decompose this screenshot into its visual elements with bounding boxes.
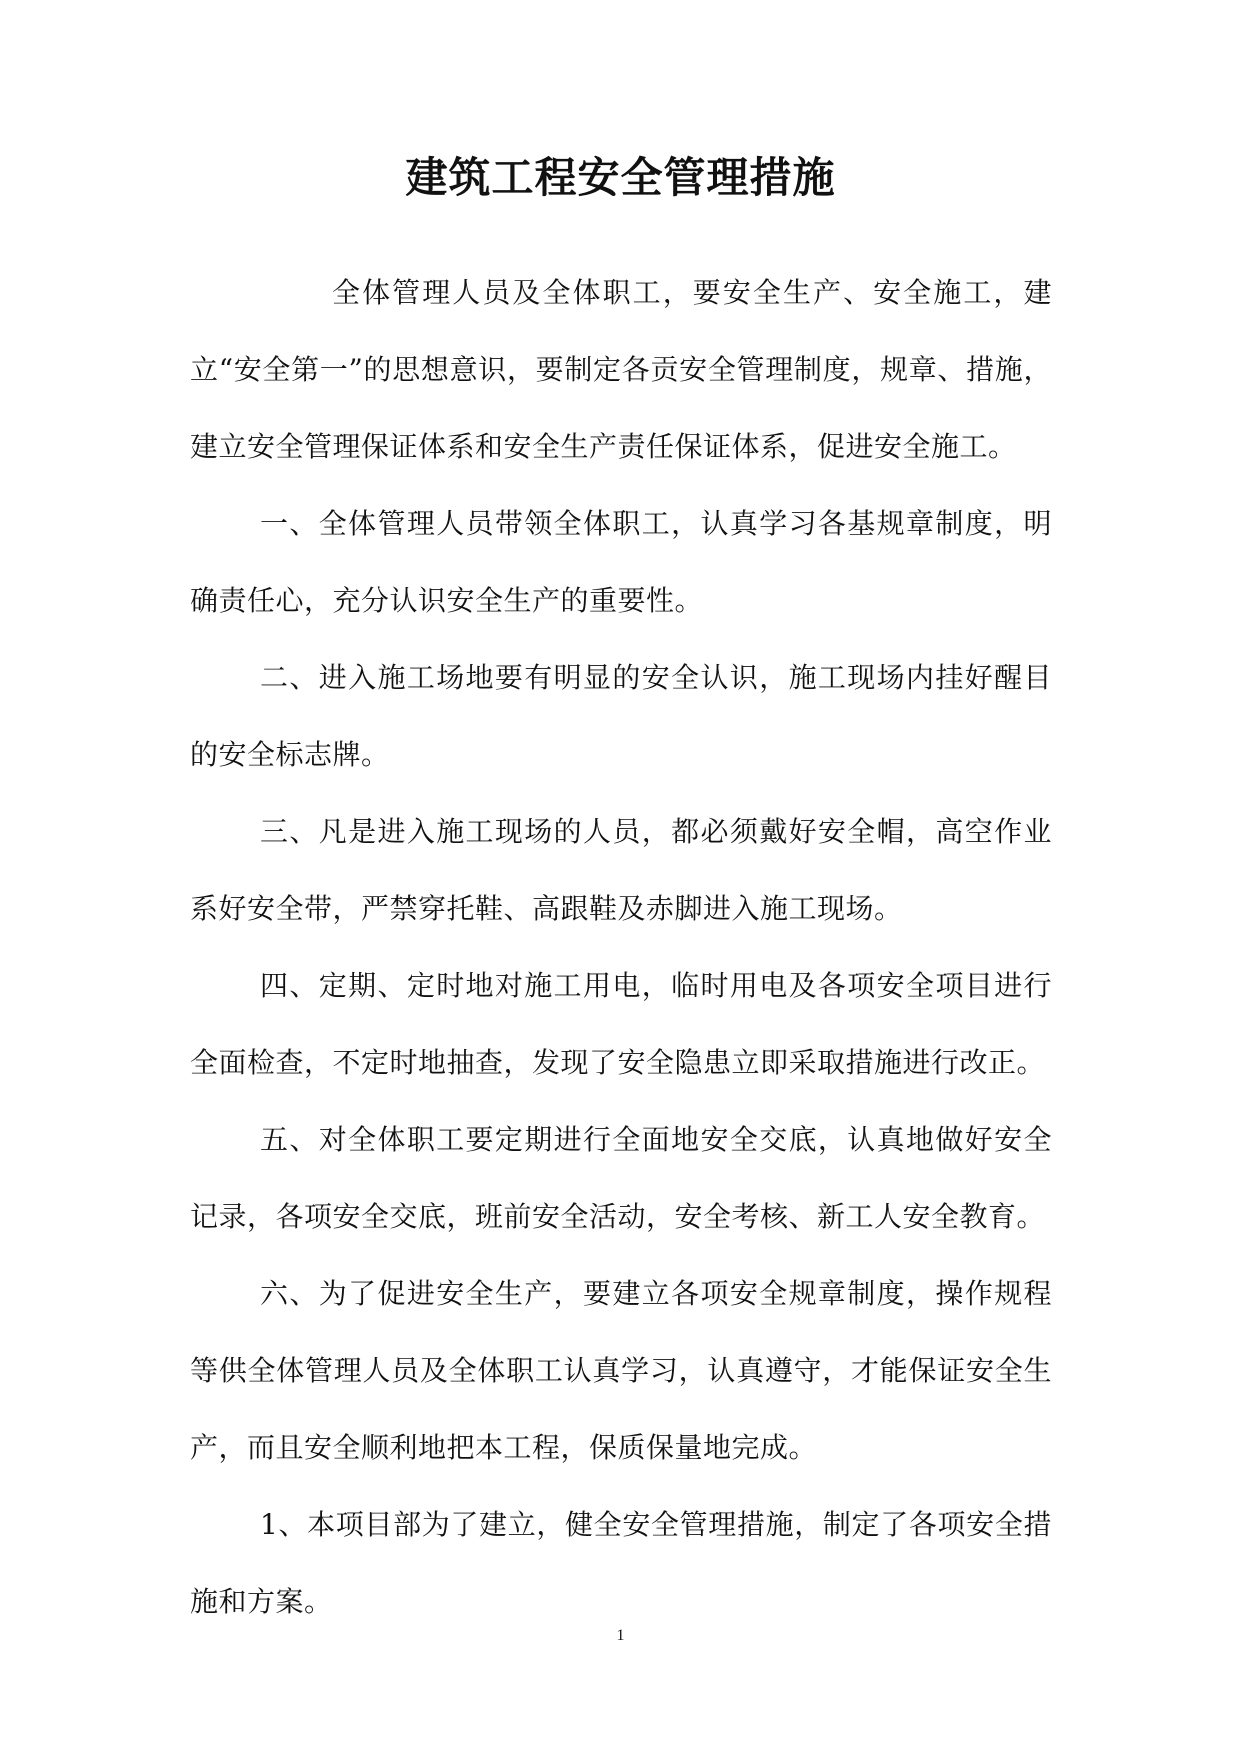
paragraph-item-2: 二、进入施工场地要有明显的安全认识，施工现场内挂好醒目的安全标志牌。	[190, 661, 1052, 771]
intro-paragraph: 全体管理人员及全体职工，要安全生产、安全施工，建立“安全第一”的思想意识，要制定各贡安全管理制度，规章、措施，建立安全管理保证体系和安全生产责任保证体系，促进安全施工。	[190, 276, 1052, 463]
page-number: 1	[616, 1627, 625, 1644]
document-body	[190, 254, 1052, 1640]
paragraph-item-3: 三、凡是进入施工现场的人员，都必须戴好安全帽，高空作业系好安全带，严禁穿托鞋、高跟鞋及赤脚进入施工现场。	[190, 815, 1052, 925]
paragraph-item-4: 四、定期、定时地对施工用电，临时用电及各项安全项目进行全面检查，不定时地抽查，发现了安全隐患立即采取措施进行改正。	[190, 969, 1052, 1079]
document-title: 建筑工程安全管理措施	[405, 153, 836, 202]
paragraph-item-5: 五、对全体职工要定期进行全面地安全交底，认真地做好安全记录，各项安全交底，班前安全活动，安全考核、新工人安全教育。	[190, 1123, 1052, 1233]
paragraph-item-1: 一、全体管理人员带领全体职工，认真学习各基规章制度，明确责任心，充分认识安全生产的重要性。	[190, 507, 1052, 617]
paragraph-item-6: 六、为了促进安全生产，要建立各项安全规章制度，操作规程等供全体管理人员及全体职工认真学习，认真遵守，才能保证安全生产，而且安全顺利地把本工程，保质保量地完成。	[190, 1277, 1052, 1464]
paragraph-subitem-1: 1、本项目部为了建立，健全安全管理措施，制定了各项安全措施和方案。	[190, 1508, 1052, 1618]
